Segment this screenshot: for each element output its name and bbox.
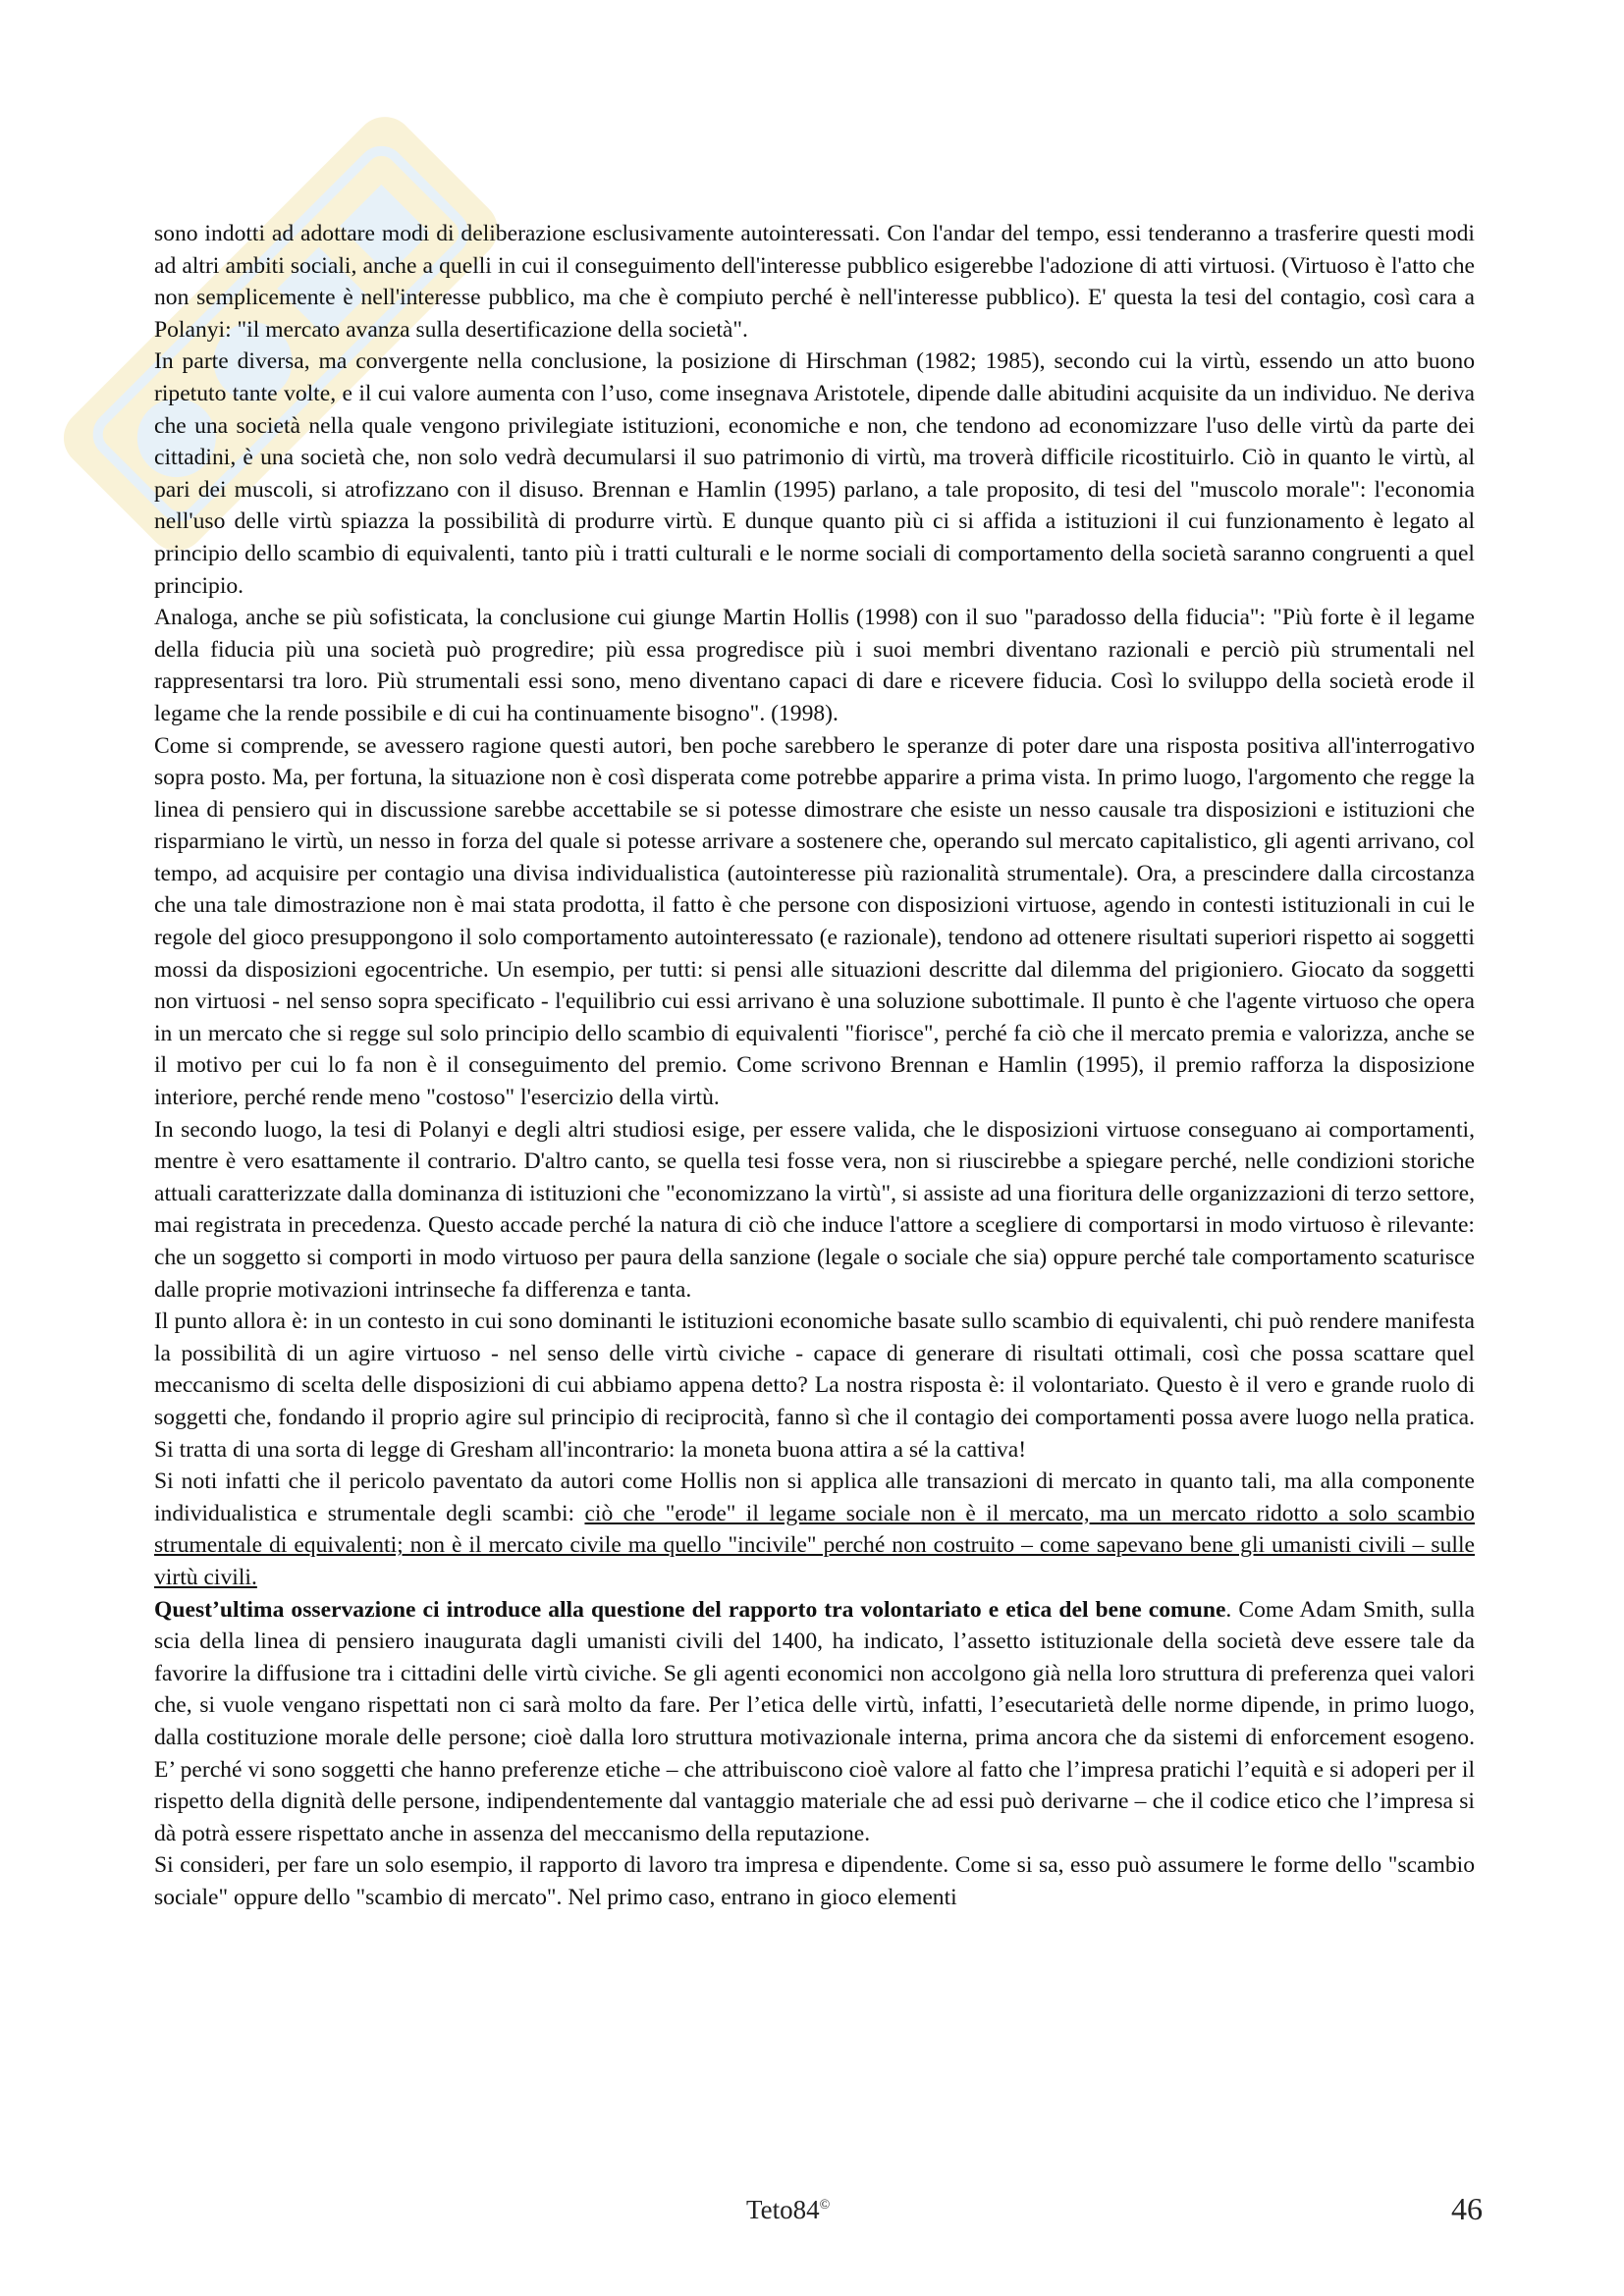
- paragraph-hollis-trust-paradox: Analoga, anche se più sofisticata, la conclusione cui giunge Martin Hollis (1998) con il suo "paradosso della fiducia": "Più forte è il legame della fiducia più una società può progredire; più essa progredisce più i suoi membri diventano razionali e perciò più strumentali nel rappresentarsi tra loro. Più strumentali essi sono, meno diventano capaci di dare e ricevere fiducia. Così lo sviluppo della società erode il legame che la rende possibile e di cui ha continuamente bisogno". (1998).: [154, 605, 1475, 726]
- underlined-civil-market-text: ciò che "erode" il legame sociale non è il mercato, ma un mercato ridotto a solo scambio strumentale di equivalenti; non è il mercato civile ma quello "incivile" perché non costruito – come sapevano bene gli umanisti civili – sulle virtù civili.: [154, 1500, 1476, 1590]
- paragraph-volunteering: Il punto allora è: in un contesto in cui sono dominanti le istituzioni economiche basate sullo scambio di equivalenti, chi può rendere manifesta la possibilità di un agire virtuoso - nel senso delle virtù civiche - capace di generare di risultati ottimali, così che possa scattare quel meccanismo di scelta delle disposizioni di cui abbiamo appena detto? La nostra risposta è: il volontariato. Questo è il vero e grande ruolo di soggetti che, fondando il proprio agire sul principio di reciprocità, fanno sì che il contagio dei comportamenti possa avere luogo nella pratica. Si tratta di una sorta di legge di Gresham all'incontrario: la moneta buona attira a sé la cattiva!: [154, 1308, 1475, 1463]
- bold-section-statement: Quest’ultima osservazione ci introduce alla questione del rapporto tra volontariato e etica del bene comune: [154, 1596, 1226, 1623]
- paragraph-second-argument: In secondo luogo, la tesi di Polanyi e degli altri studiosi esige, per essere valida, che le disposizioni virtuose conseguano ai comportamenti, mentre è vero esattamente il contrario. D'altro canto, se quella tesi fosse vera, non si riuscirebbe a spiegare perché, nelle condizioni storiche attuali caratterizzate dalla dominanza di istituzioni che "economizzano la virtù", si assiste ad una fioritura delle organizzazioni di terzo settore, mai registrata in precedenza. Questo accade perché la natura di ciò che induce l'attore a scegliere di comportarsi in modo virtuoso è rilevante: che un soggetto si comporti in modo virtuoso per paura della sanzione (legale o sociale che sia) oppure perché tale comportamento scaturisce dalle proprie motivazioni intrinseche fa differenza e tanta.: [154, 1116, 1475, 1303]
- document-body: [154, 218, 1475, 1913]
- paragraph-hollis-market: [154, 1466, 1475, 1593]
- paragraph-common-good: [154, 1594, 1475, 1850]
- paragraph-contagion-thesis: sono indotti ad adottare modi di deliberazione esclusivamente autointeressati. Con l'andar del tempo, essi tenderanno a trasferire questi modi ad altri ambiti sociali, anche a quelli in cui il conseguimento dell'interesse pubblico esigerebbe l'adozione di atti virtuosi. (Virtuoso è l'atto che non semplicemente è nell'interesse pubblico, ma che è compiuto perché è nell'interesse pubblico). E' questa la tesi del contagio, così cara a Polanyi: "il mercato avanza sulla desertificazione della società".: [154, 221, 1475, 343]
- copyright-symbol: ©: [819, 2198, 831, 2213]
- paragraph-first-argument: Come si comprende, se avessero ragione questi autori, ben poche sarebbero le speranze di poter dare una risposta positiva all'interrogativo sopra posto. Ma, per fortuna, la situazione non è così disperata come potrebbe apparire a prima vista. In primo luogo, l'argomento che regge la linea di pensiero qui in discussione sarebbe accettabile se si potesse dimostrare che esiste un nesso causale tra disposizioni e istituzioni che risparmiano le virtù, un nesso in forza del quale si potesse arrivare a sostenere che, operando sul mercato capitalistico, gli agenti arrivano, col tempo, ad acquisire per contagio una divisa individualistica (autointeresse più razionalità strumentale). Ora, a prescindere dalla circostanza che una tale dimostrazione non è mai stata prodotta, il fatto è che persone con disposizioni virtuose, agendo in contesti istituzionali in cui le regole del gioco presuppongono il solo comportamento autointeressato (e razionale), tendono ad ottenere risultati superiori rispetto ai soggetti mossi da disposizioni egocentriche. Un esempio, per tutti: si pensi alle situazioni descritte dal dilemma del prigioniero. Giocato da soggetti non virtuosi - nel senso sopra specificato - l'equilibrio cui essi arrivano è una soluzione subottimale. Il punto è che l'agente virtuoso che opera in un mercato che si regge sul solo principio dello scambio di equivalenti "fiorisce", perché fa ciò che il mercato premia e valorizza, anche se il motivo per cui lo fa non è il conseguimento del premio. Come scrivono Brennan e Hamlin (1995), il premio rafforza la disposizione interiore, perché rende meno "costoso" l'esercizio della virtù.: [154, 732, 1475, 1111]
- author-name: Teto84: [746, 2195, 820, 2224]
- common-good-text: . Come Adam Smith, sulla scia della linea di pensiero inaugurata dagli umanisti civili del 1400, ha indicato, l’assetto istituzionale della società deve essere tale da favorire la diffusione tra i cittadini delle virtù civiche. Se gli agenti economici non accolgono già nella loro struttura di preferenza quei valori che, si vuole vengano rispettati non ci sarà molto da fare. Per l’etica delle virtù, infatti, l’esecutarietà delle norme dipende, in primo luogo, dalla costituzione morale delle persone; cioè dalla loro struttura motivazionale interna, prima ancora che da sistemi di enforcement esogeno. E’ perché vi sono soggetti che hanno preferenze etiche – che attribuiscono cioè valore al fatto che l’impresa pratichi l’equità e si adoperi per il rispetto della dignità delle persone, indipendentemente dal vantaggio materiale che ad essi può derivarne – che il codice etico che l’impresa si dà potrà essere rispettato anche in assenza del meccanismo della reputazione.: [154, 1596, 1475, 1846]
- footer-author: [746, 2195, 830, 2225]
- page-number: 46: [1451, 2191, 1483, 2226]
- paragraph-hirschman: In parte diversa, ma convergente nella conclusione, la posizione di Hirschman (1982; 1985), secondo cui la virtù, essendo un atto buono ripetuto tante volte, e il cui valore aumenta con l’uso, come insegnava Aristotele, dipende dalle abitudini acquisite da un individuo. Ne deriva che una società nella quale vengono privilegiate istituzioni, economiche e non, che tendono ad economizzare l'uso delle virtù da parte dei cittadini, è una società che, non solo vedrà decumularsi il suo patrimonio di virtù, ma troverà difficile ricostituirlo. Ciò in quanto le virtù, al pari dei muscoli, si atrofizzano con il disuso. Brennan e Hamlin (1995) parlano, a tale proposito, di tesi del "muscolo morale": l'economia nell'uso delle virtù spiazza la possibilità di produrre virtù. E dunque quanto più ci si affida a istituzioni il cui funzionamento è legato al principio dello scambio di equivalenti, tanto più i tratti culturali e le norme sociali di comportamento della società saranno congruenti a quel principio.: [154, 348, 1475, 599]
- paragraph-employment-example: Si consideri, per fare un solo esempio, il rapporto di lavoro tra impresa e dipendente. Come si sa, esso può assumere le forme dello "scambio sociale" oppure dello "scambio di mercato". Nel primo caso, entrano in gioco elementi: [154, 1852, 1475, 1910]
- hollis-lead-text: Si noti infatti che il pericolo paventato da autori come Hollis non si applica alle transazioni di mercato in quanto tali, ma alla componente individualistica e strumentale degli scambi:: [154, 1468, 1475, 1526]
